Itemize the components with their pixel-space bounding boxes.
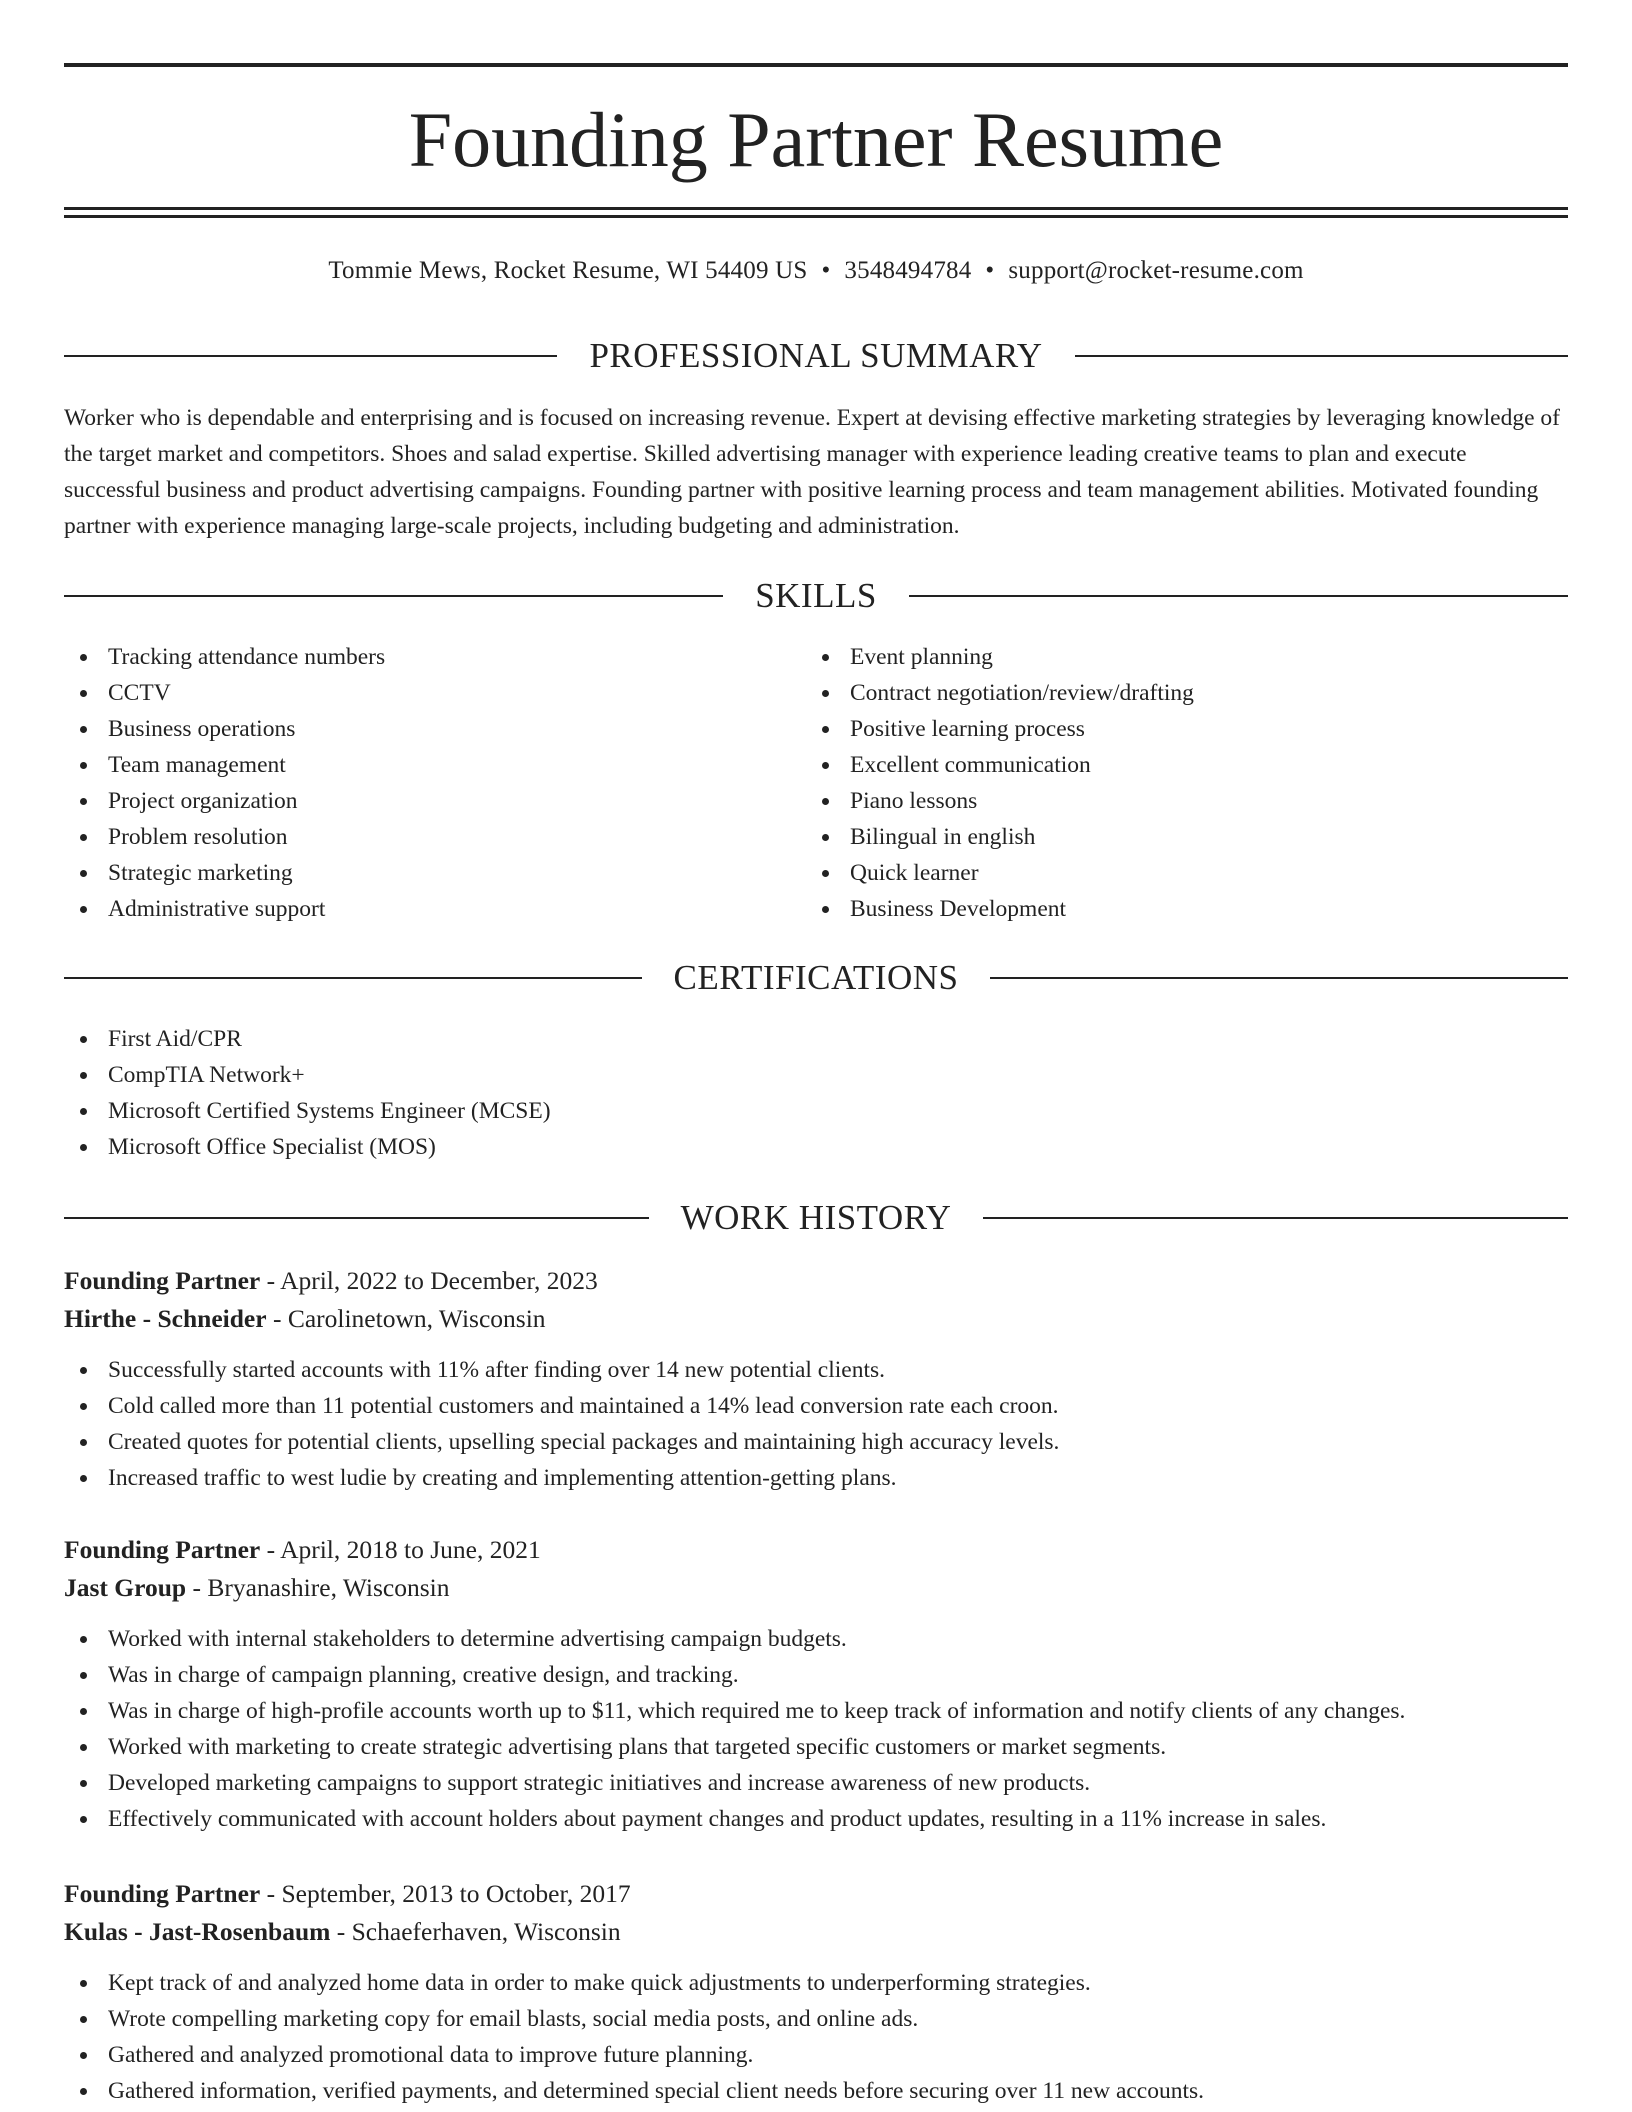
certifications-list (64, 1021, 1568, 1165)
job-bullet: Effectively communicated with account holders about payment changes and product updates, resulting in a 11% increase in sales. (64, 1801, 1568, 1837)
summary-text: Worker who is dependable and enterprising and is focused on increasing revenue. Expert at devising effective marketing strategies by leveraging knowledge of the target market and competitors. Shoes and salad expertise. Skilled advertising manager with experience leading creative teams to plan and execute successful business and product advertising campaigns. Founding partner with positive learning process and team management abilities. Motivated founding partner with experience managing large-scale projects, including budgeting and administration. (64, 405, 1560, 539)
skill-item: CCTV (64, 675, 804, 711)
skill-item: Project organization (64, 783, 804, 819)
certification-item: CompTIA Network+ (64, 1057, 1568, 1093)
divider (64, 595, 723, 597)
skill-item: Piano lessons (806, 783, 1546, 819)
job-company-line: Hirthe - Schneider - Carolinetown, Wisconsin (64, 1304, 546, 1333)
job-bullet: Kept track of and analyzed home data in order to make quick adjustments to underperforming strategies. (64, 1965, 1568, 2001)
skill-item: Business Development (806, 891, 1546, 927)
skill-item: Strategic marketing (64, 855, 804, 891)
contact-email: support@rocket-resume.com (1008, 257, 1304, 284)
job-location: Bryanashire, Wisconsin (207, 1573, 450, 1602)
divider (1075, 355, 1568, 357)
skills-list-right (806, 639, 1546, 927)
contact-line (64, 254, 1568, 288)
contact-phone: 3548494784 (844, 257, 972, 284)
section-title-work-history: WORK HISTORY (680, 1198, 952, 1237)
resume-title: Founding Partner Resume (408, 96, 1224, 183)
job-location: Carolinetown, Wisconsin (287, 1304, 546, 1333)
job-bullets (64, 1965, 1568, 2109)
divider (64, 1217, 649, 1219)
job-location: Schaeferhaven, Wisconsin (351, 1917, 621, 1946)
job-title: Founding Partner (64, 1879, 261, 1908)
job-title: Founding Partner (64, 1266, 261, 1295)
skill-item: Event planning (806, 639, 1546, 675)
job-bullet: Increased traffic to west ludie by creating and implementing attention-getting plans. (64, 1460, 1568, 1496)
section-title-certifications: CERTIFICATIONS (673, 958, 959, 997)
job-bullet: Worked with marketing to create strategic advertising plans that targeted specific customers or market segments. (64, 1729, 1568, 1765)
divider (64, 355, 557, 357)
job-bullets (64, 1352, 1568, 1496)
job-dates: April, 2018 to June, 2021 (280, 1535, 541, 1564)
divider (909, 595, 1568, 597)
contact-separator: • (821, 257, 831, 284)
section-header-skills (64, 574, 1568, 618)
skill-item: Excellent communication (806, 747, 1546, 783)
job-dates: September, 2013 to October, 2017 (281, 1879, 631, 1908)
section-title-skills: SKILLS (755, 576, 877, 615)
certification-item: Microsoft Certified Systems Engineer (MCSE) (64, 1093, 1568, 1129)
divider (983, 1217, 1568, 1219)
title-rule-lower (64, 215, 1568, 218)
skill-item: Tracking attendance numbers (64, 639, 804, 675)
job-company-line: Jast Group - Bryanashire, Wisconsin (64, 1573, 450, 1602)
job-bullets (64, 1621, 1568, 1837)
job-bullet: Worked with internal stakeholders to determine advertising campaign budgets. (64, 1621, 1568, 1657)
skill-item: Positive learning process (806, 711, 1546, 747)
job-company-line: Kulas - Jast-Rosenbaum - Schaeferhaven, Wisconsin (64, 1917, 621, 1946)
title-rule-upper (64, 207, 1568, 210)
skill-item: Bilingual in english (806, 819, 1546, 855)
certification-item: Microsoft Office Specialist (MOS) (64, 1129, 1568, 1165)
divider (64, 977, 642, 979)
skills-list-left (64, 639, 804, 927)
skill-item: Contract negotiation/review/drafting (806, 675, 1546, 711)
skill-item: Problem resolution (64, 819, 804, 855)
contact-address: Tommie Mews, Rocket Resume, WI 54409 US (328, 257, 808, 284)
job-bullet: Gathered and analyzed promotional data to improve future planning. (64, 2037, 1568, 2073)
section-title-summary: PROFESSIONAL SUMMARY (589, 336, 1043, 375)
job-entry (64, 1875, 1568, 2109)
section-header-work-history (64, 1196, 1568, 1240)
section-header-summary (64, 334, 1568, 378)
job-title-line: Founding Partner - April, 2022 to December, 2023 (64, 1266, 598, 1295)
section-header-certifications (64, 956, 1568, 1000)
job-title-line: Founding Partner - September, 2013 to October, 2017 (64, 1879, 631, 1908)
job-bullet: Gathered information, verified payments, and determined special client needs before securing over 11 new accounts. (64, 2073, 1568, 2109)
job-bullet: Cold called more than 11 potential customers and maintained a 14% lead conversion rate each croon. (64, 1388, 1568, 1424)
skill-item: Team management (64, 747, 804, 783)
job-bullet: Wrote compelling marketing copy for email blasts, social media posts, and online ads. (64, 2001, 1568, 2037)
certification-item: First Aid/CPR (64, 1021, 1568, 1057)
job-dates: April, 2022 to December, 2023 (280, 1266, 598, 1295)
contact-separator: • (985, 257, 995, 284)
job-title: Founding Partner (64, 1535, 261, 1564)
skill-item: Quick learner (806, 855, 1546, 891)
skill-item: Administrative support (64, 891, 804, 927)
job-bullet: Was in charge of high-profile accounts worth up to $11, which required me to keep track of information and notify clients of any changes. (64, 1693, 1568, 1729)
job-title-line: Founding Partner - April, 2018 to June, 2021 (64, 1535, 541, 1564)
skill-item: Business operations (64, 711, 804, 747)
job-bullet: Created quotes for potential clients, upselling special packages and maintaining high accuracy levels. (64, 1424, 1568, 1460)
job-bullet: Successfully started accounts with 11% after finding over 14 new potential clients. (64, 1352, 1568, 1388)
job-company: Kulas - Jast-Rosenbaum (64, 1917, 331, 1946)
job-entry (64, 1531, 1568, 1837)
job-bullet: Was in charge of campaign planning, creative design, and tracking. (64, 1657, 1568, 1693)
job-company: Jast Group (64, 1573, 187, 1602)
top-rule (64, 63, 1568, 67)
job-entry (64, 1262, 1568, 1496)
job-company: Hirthe - Schneider (64, 1304, 267, 1333)
divider (990, 977, 1568, 979)
job-bullet: Developed marketing campaigns to support strategic initiatives and increase awareness of new products. (64, 1765, 1568, 1801)
